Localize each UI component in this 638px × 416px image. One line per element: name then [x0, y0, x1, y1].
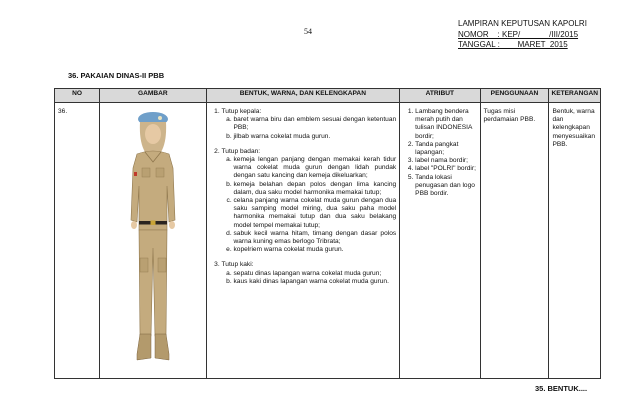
- list-item: 2. Tanda pangkat lapangan;: [415, 141, 476, 157]
- cell-bentuk: [206, 103, 400, 379]
- page-number: 54: [304, 27, 312, 36]
- trousers-shape: [139, 230, 167, 336]
- header-keterangan: KETERANGAN: [549, 89, 601, 103]
- list-item: 2. Tutup badan: a. kemeja lengan panjang dengan memakai kerah tidur warna cokelat muda gurun dengan lidah pundak dengan satu kancing dan kemeja dikeluarkan; b. kemeja belahan depan polos dengan lima kancing dalam, dua saku model harmonika memakai tutup; c. celana panjang warna cokelat muda gurun dengan dua saku samping model miring, dua saku paha model harmonika memakai tutup dan dua saku belakang model tempel memakai tutup; d. sabuk kecil warna hitam, timang dengan dasar polos warna kuning emas berlogo Tribrata; e. kopelriem warna cokelat muda gurun.: [222, 148, 397, 255]
- list-item: c. celana panjang warna cokelat muda gurun dengan dua saku samping model miring, dua saku paha model harmonika memakai tutup dan dua saku belakang model tempel memakai tutup;: [234, 197, 397, 230]
- cell-atribut: [400, 103, 480, 379]
- list-item: b. kemeja belahan depan polos dengan lima kancing dalam, dua saku model harmonika memakai tutup;: [234, 181, 397, 197]
- page-footer: 35. BENTUK....: [535, 384, 588, 393]
- header-line-1: LAMPIRAN KEPUTUSAN KAPOLRI: [458, 19, 587, 28]
- uniform-figure-image: [123, 108, 183, 370]
- list-item: 5. Tanda lokasi penugasan dan logo PBB bordir.: [415, 174, 476, 199]
- uniform-table: [54, 88, 601, 379]
- header-bentuk: BENTUK, WARNA, DAN KELENGKAPAN: [206, 89, 400, 103]
- header-no: NO: [55, 89, 100, 103]
- list-item: a. kemeja lengan panjang dengan memakai kerah tidur warna cokelat muda gurun dengan lidah pundak dengan satu kancing dan kemeja dikeluarkan;: [234, 156, 397, 181]
- header-penggunaan: PENGGUNAAN: [480, 89, 549, 103]
- list-item: 4. label "POLRI" bordir;: [415, 165, 476, 173]
- header-gambar: GAMBAR: [100, 89, 206, 103]
- header-line-3: TANGGAL : MARET 2015: [458, 40, 568, 49]
- list-item: 3. Tutup kaki: a. sepatu dinas lapangan warna cokelat muda gurun; b. kaus kaki dinas lapangan warna cokelat muda gurun.: [222, 261, 397, 286]
- cell-penggunaan: Tugas misi perdamaian PBB.: [480, 103, 549, 379]
- cell-no: 36.: [55, 103, 100, 379]
- header-atribut: ATRIBUT: [400, 89, 480, 103]
- section-title: 36. PAKAIAN DINAS-II PBB: [68, 71, 165, 80]
- list-item: 1. Lambang bendera merah putih dan tulisan INDONESIA bordir;: [415, 108, 476, 141]
- header-line-2: NOMOR : KEP/ /III/2015: [458, 29, 579, 39]
- list-item: d. sabuk kecil warna hitam, timang dengan dasar polos warna kuning emas berlogo Tribrata;: [234, 230, 397, 246]
- shirt-shape: [131, 151, 175, 230]
- list-item: 1. Tutup kepala: a. baret warna biru dan emblem sesuai dengan ketentuan PBB; b. jilbab warna cokelat muda gurun.: [222, 108, 397, 141]
- cell-keterangan: Bentuk, warna dan kelengkapan menyesuaikan PBB.: [549, 103, 601, 379]
- list-item: b. kaus kaki dinas lapangan warna cokelat muda gurun.: [234, 278, 397, 286]
- table-header-row: [55, 89, 601, 103]
- document-header: [458, 19, 587, 51]
- list-item: b. jilbab warna cokelat muda gurun.: [234, 133, 397, 141]
- cell-gambar: [100, 103, 206, 379]
- list-item: 3. label nama bordir;: [415, 157, 476, 165]
- table-row: [55, 103, 601, 379]
- boots-shape: [137, 334, 151, 360]
- list-item: e. kopelriem warna cokelat muda gurun.: [234, 246, 397, 254]
- list-item: a. sepatu dinas lapangan warna cokelat muda gurun;: [234, 270, 397, 278]
- list-item: a. baret warna biru dan emblem sesuai dengan ketentuan PBB;: [234, 116, 397, 132]
